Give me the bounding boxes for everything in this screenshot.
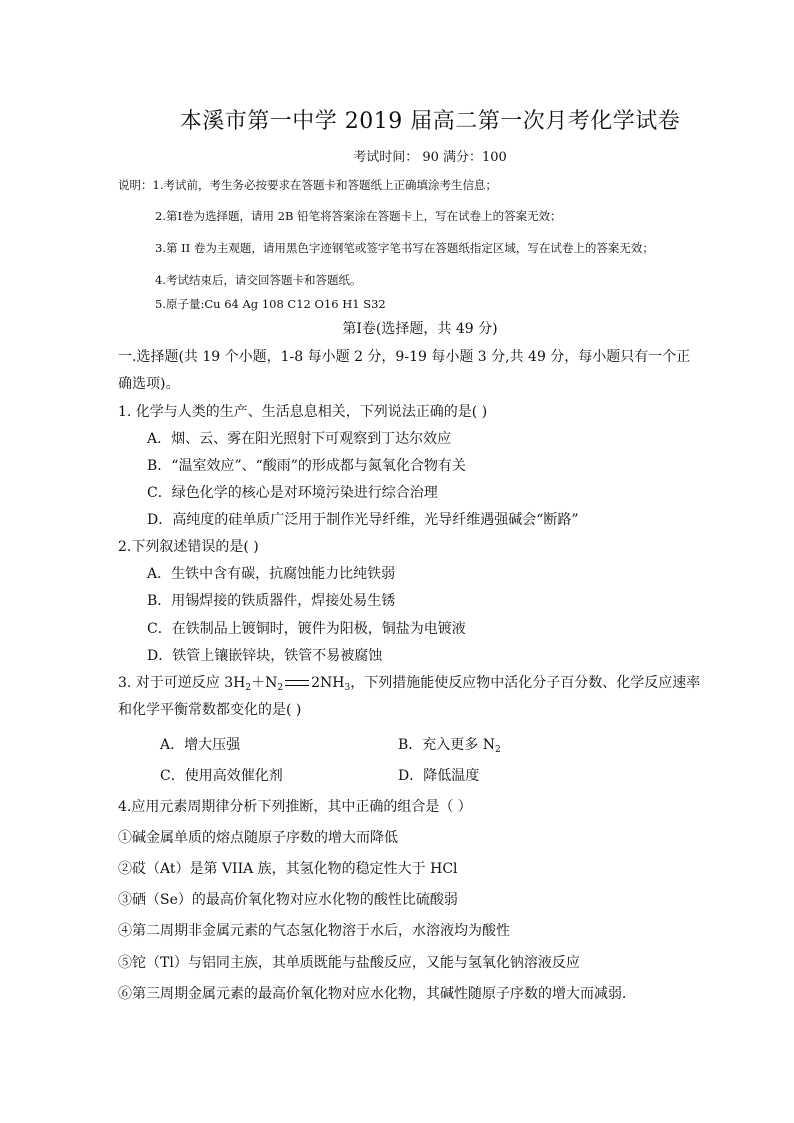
q3-sub-h2: 2 (245, 683, 252, 693)
q3-stem-mid1: ＋N (251, 675, 278, 691)
equilibrium-arrow-icon (285, 680, 309, 686)
q4-item-4: ④第二周期非金属元素的气态氢化物溶于水后，水溶液均为酸性 (118, 923, 510, 939)
q3-option-b-sub: 2 (495, 745, 501, 755)
section-intro-line1: 一.选择题(共 19 个小题，1-8 每小题 2 分，9-19 每小题 3 分,共 49 分，每小题只有一个正 (118, 349, 691, 365)
q3-stem (118, 672, 700, 693)
q1-option-c: C．绿色化学的核心是对环境污染进行综合治理 (147, 485, 438, 501)
q1-stem: 1. 化学与人类的生产、生活息息相关，下列说法正确的是( ) (118, 404, 488, 420)
q2-option-d: D．铁管上镶嵌锌块，铁管不易被腐蚀 (147, 648, 383, 664)
q1-option-a: A．烟、云、雾在阳光照射下可观察到丁达尔效应 (147, 431, 452, 447)
q4-stem: 4.应用元素周期律分析下列推断，其中正确的组合是（ ） (118, 799, 472, 815)
q3-sub-nh3: 3 (344, 683, 351, 693)
note-5: 5.原子量:Cu 64 Ag 108 C12 O16 H1 S32 (155, 297, 386, 311)
section-intro-line2: 确选项)。 (118, 376, 180, 392)
q3-option-b (398, 734, 501, 755)
exam-title: 本溪市第一中学 2019 届高二第一次月考化学试卷 (179, 109, 681, 134)
q3-option-a: A．增大压强 (160, 737, 241, 753)
q3-stem-mid2: 2NH (311, 675, 345, 691)
note-1: 说明：1.考试前，考生务必按要求在答题卡和答题纸上正确填涂考生信息； (118, 178, 497, 192)
exam-time-score: 考试时间： 90 满分：100 (353, 150, 507, 165)
q3-sub-n2: 2 (277, 683, 284, 693)
q4-item-5: ⑤铊（Tl）与铝同主族，其单质既能与盐酸反应，又能与氢氧化钠溶液反应 (118, 955, 580, 971)
q2-option-a: A．生铁中含有碳，抗腐蚀能力比纯铁弱 (147, 566, 396, 582)
q1-option-b: B．“温室效应”、“酸雨”的形成都与氮氧化合物有关 (147, 458, 466, 474)
q3-stem-line2: 和化学平衡常数都变化的是( ) (118, 702, 302, 718)
q3-stem-pre: 3. 对于可逆反应 3H (118, 675, 246, 691)
q4-item-1: ①碱金属单质的熔点随原子序数的增大而降低 (118, 830, 398, 846)
q3-option-d: D．降低温度 (398, 768, 480, 784)
q4-item-6: ⑥第三周期金属元素的最高价氧化物对应水化物，其碱性随原子序数的增大而减弱． (118, 986, 636, 1002)
q2-option-b: B．用锡焊接的铁质器件，焊接处易生锈 (147, 593, 396, 609)
note-2: 2.第Ⅰ卷为选择题，请用 2B 铅笔将答案涂在答题卡上，写在试卷上的答案无效； (155, 209, 562, 223)
q4-item-2: ②砹（At）是第 VIIA 族，其氢化物的稳定性大于 HCl (118, 861, 458, 877)
q3-option-b-text: B．充入更多 N (398, 737, 495, 753)
note-3: 3.第 II 卷为主观题，请用黑色字迹钢笔或签字笔书写在答题纸指定区域，写在试卷上的答案无效； (155, 241, 654, 255)
q2-stem: 2.下列叙述错误的是( ) (118, 539, 259, 555)
q1-option-d: D．高纯度的硅单质广泛用于制作光导纤维，光导纤维遇强碱会“断路” (147, 512, 579, 528)
section-title: 第Ⅰ卷(选择题，共 49 分) (342, 321, 498, 337)
note-4: 4.考试结束后，请交回答题卡和答题纸。 (155, 273, 362, 287)
q4-item-3: ③硒（Se）的最高价氧化物对应水化物的酸性比硫酸弱 (118, 892, 458, 908)
q2-option-c: C．在铁制品上镀铜时，镀件为阳极，铜盐为电镀液 (147, 621, 466, 637)
q3-stem-post: ，下列措施能使反应物中活化分子百分数、化学反应速率 (350, 675, 701, 691)
q3-option-c: C．使用高效催化剂 (160, 768, 283, 784)
